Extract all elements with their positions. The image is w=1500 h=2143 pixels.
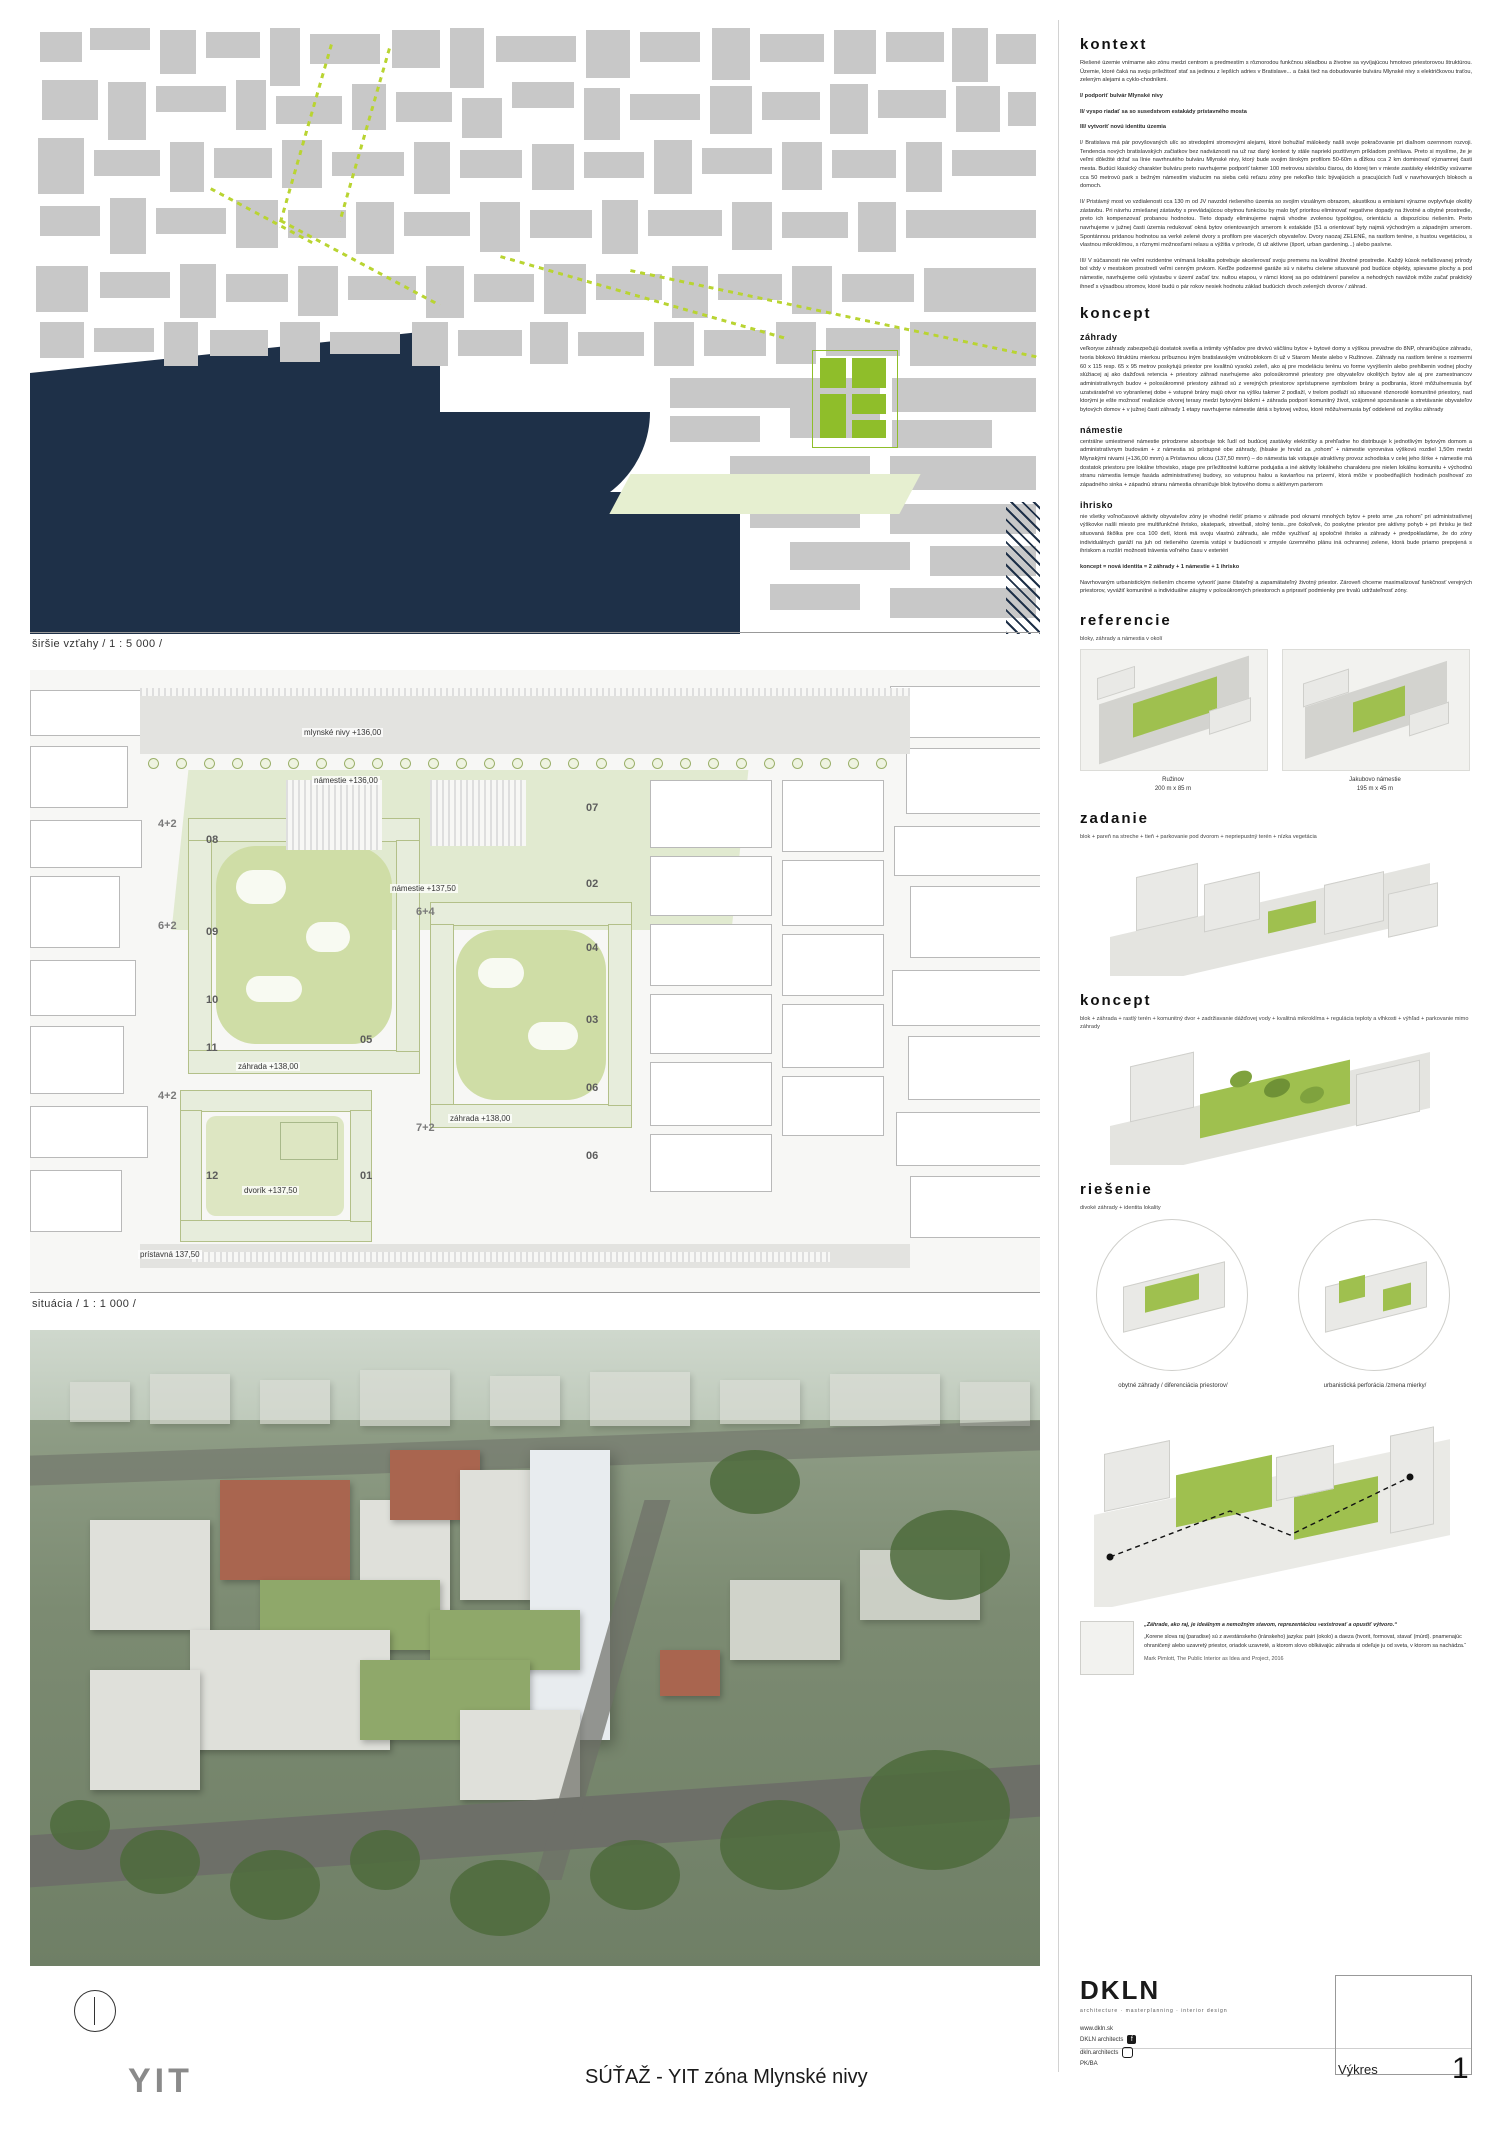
riesenie-circle-1 xyxy=(1096,1219,1248,1371)
aerial-render-visualisation xyxy=(30,1330,1040,1966)
studio-tagline: architecture · masterplanning · interior design xyxy=(1080,2008,1228,2014)
poster-title: SÚŤAŽ - YIT zóna Mlynské nivy xyxy=(585,2066,868,2088)
plot-code: 6+2 xyxy=(158,920,177,932)
studio-logo: DKLN xyxy=(1080,1975,1161,2005)
koncept-axonometry xyxy=(1080,1037,1468,1165)
kontext-paragraph-2: I/ Bratislava má pár povyšovaných ulíc so stredoplmi stromovými alejami, ktoré bohužiaľ málokedy našli svoje pokračovanie pri diaľnom ozernnom rozvoji. Tendencia nových bratislavských začiatkov bez nadväznosti na už raz daný kontext ty stále naprieki pozitívnym príkladom prehliava. Preto si myslíme, že je veľmi dôležité držať sa línie navrhnutého bulváru Mlynské nivy, ktorý bude svojim širokým profilom 50-60m a dĺžkou cca 2 km dominovať významnej časti mesta. Budúci klasický charakter bulváru preto navrhujeme podporiť takmer 100 metrovou súvislou čiarou, do ktorej ten v mieste zastávky električky vsúvame cca 50 metrovú park s bežným námestím viažucim na sieba celú reťazu zóny pre nekoľko tisíc bývajúcich a pracujúcich ľudí v navrhovaných blokoch a domoch. xyxy=(1080,139,1472,190)
plot-number: 09 xyxy=(206,926,219,938)
kontext-paragraph-1: Riešené územie vnímame ako zónu medzi centrom a predmestím s rôznorodou funkčnou skladbou a životne sa vyvíjajúcou hmotovo priestorovou štruktúrou. Územie, ktoré čaká na svoju príležitosť stať sa jedinou z lepších adries v Bratislave... a čaká tiež na dobudovanie bulváru Mlynské nivy s električkovou traťou, zeleným alejami a cyklo-chodníkmi. xyxy=(1080,60,1472,84)
plot-number: 04 xyxy=(586,942,599,954)
studio-facebook[interactable]: DKLN architects xyxy=(1080,2037,1124,2044)
label-namestie-1375: námestie +137,50 xyxy=(392,884,456,893)
map-situation xyxy=(30,670,1040,1292)
green-field xyxy=(609,474,920,514)
plot-number: 01 xyxy=(360,1170,373,1182)
quote-texture-swatch xyxy=(1080,1621,1134,1675)
masterplan-axonometry xyxy=(1080,1407,1468,1607)
riesenie-sub: divoké záhrady + identita lokality xyxy=(1080,1205,1161,1212)
subheading-ihrisko: ihrisko xyxy=(1080,499,1114,510)
map1-underline xyxy=(30,632,1040,633)
label-pristavna: prístavná 137,50 xyxy=(140,1250,200,1259)
riesenie-caption-2: urbanistická perforácia /zmena mierky/ xyxy=(1323,1382,1427,1389)
left-column xyxy=(30,22,1040,2072)
label-zahrada-b: záhrada +138,00 xyxy=(450,1114,511,1123)
plot-number: 06 xyxy=(586,1082,599,1094)
site-outline xyxy=(812,350,898,448)
zadanie-sub: blok + pareň na streche + tieň + parkovanie pod dvorom + nepriepustný terén + nízka vegetácia xyxy=(1080,834,1317,841)
koncept-diagram-sub: blok + záhrada + rastlý terén + komunitný dvor + zadržiavanie dážďovej vody + kvalitná mikroklíma + regulácia teploty a vlhkosti + výhľad + parkovanie mimo záhrady xyxy=(1080,1015,1469,1031)
facebook-icon[interactable]: f xyxy=(1127,2035,1136,2044)
heading-koncept: koncept xyxy=(1080,305,1152,323)
plot-code: 4+2 xyxy=(158,818,177,830)
reference-2-dim: 195 m x 45 m xyxy=(1356,786,1394,793)
quote-source: Mark Pimlott, The Public Interior as Idea and Project, 2016 xyxy=(1144,1655,1284,1662)
riesenie-circles xyxy=(1080,1219,1472,1391)
heading-riesenie: riešenie xyxy=(1080,1181,1153,1199)
label-namestie-136: námestie +136,00 xyxy=(314,776,378,785)
plot-code: 4+2 xyxy=(158,1090,177,1102)
studio-instagram[interactable]: dkln.architects xyxy=(1080,2049,1119,2056)
plot-number: 10 xyxy=(206,994,219,1006)
caption-map1: širšie vzťahy / 1 : 5 000 / xyxy=(32,638,163,650)
subheading-namestie: námestie xyxy=(1080,424,1124,435)
referencie-sub: bloky, záhrady a námestia v okolí xyxy=(1080,635,1163,642)
map1-canvas xyxy=(30,22,1040,634)
studio-web[interactable]: www.dkln.sk xyxy=(1080,2026,1114,2032)
right-column-text xyxy=(1080,36,1472,1675)
plot-code: 6+4 xyxy=(416,906,435,918)
koncept-summary: koncept = nová identita = 2 záhrady + 1 námestie + 1 ihrisko xyxy=(1080,563,1240,570)
map2-underline xyxy=(30,1292,1040,1293)
kontext-goal-1: I/ podporiť bulvár Mlynské nivy xyxy=(1080,92,1163,99)
kontext-goal-2: II/ vyspo riadať sa so susedstvom estakády prístavného mosta xyxy=(1080,108,1247,115)
heading-koncept-diagram: koncept xyxy=(1080,991,1152,1009)
flow-arrow-icon xyxy=(1080,1407,1468,1607)
plot-number: 11 xyxy=(206,1042,218,1054)
zahrady-text: veľkoryse záhrady zabezpečujú dostatok svetla a intimity výhľadov pre drvivú väčšinu bytov + bytové domy s výškou prevažne do 8NP, ohraničujúce záhradu, tvoria blokovú štruktúru mierkou príbuznou iným bratislavským vnútroblokom či už v Starom Meste alebo v Ružinove. Záhrady na rastlom teréne s rozmermi 60 x 115 resp. 65 x 95 metrov poskytujú priestor pre kvalitnú vysokú zeleň, ako aj pre modeláciu terénu vo forme vyvýšenín alebo prehlbenin vodnej plochy slúžiacej aj ako dažďová retencia + priestory záhrad navrhujeme ako polosúkromné priestory pre obyvateľov okolitých bytov ale aj pre zamestnancov administratívnych budov + polosúkromné priestory záhrad sú z verejných priestorov sprístupnene symbolom brány a podbrania, ktoré môžu/nemusia byť uzatvárateľné vo vybranlenej dobe + vstupné brány majú otvor na výšku takmer 2 podlaží, v trelom podlaží sú situované rôznorodé komunitné priestory, nad ktorými je ešte možnosť realizácie otvorej terasy medzi bytovými blokmi + záhrada podporí komunitný život, vzájomné spoznávanie a stretávanie obyvateľov bytových domov + v južnej časti záhrady 1 etapy navrhujeme námestie átriá s bytovej vežou, ktoré môžu/nemusia byť oddelené od zvyšku záhrady xyxy=(1080,346,1472,414)
riesenie-circle-2 xyxy=(1298,1219,1450,1371)
label-mlynske-nivy: mlynské nivy +136,00 xyxy=(304,728,382,737)
plot-number: 08 xyxy=(206,834,219,846)
namestie-text: centrálne umiestnené námestie prirodzene absorbuje tok ľudí od budúcej zastávky električky a prehľadne ho distribuuje k jednotlivým bytovým domom a administratívnym budovám + z námestia sú prístupné obe záhrady, (hlsake je hrvád za „rohom“ + námestie vyrovnáva výškovú rozdiel 1,50m medzi Mlynskými nivami (+136,00 mnm) a Prístavnou ulicou (137,50 mnm) – do námestia tak vstupuje atraktívny provoz schodiska v celej jeho šírke + námestie má dostatok priestoru pre lokálne trhovisko, stage pre príležitostné kultúrne podujatia a iné aktivity lokálneho charakteru pre nielen lokálnu komunitu + východnú stranu námestia lemuje fasáda administratívnej budovy, so vstupnou halou a kaviarňou na prízemí, ktorá môže v poobedňajších hodinách poslhovať zo západného sinka + západnú stranu námestia ohraničuje blok bytového domu s aktívnym parterom xyxy=(1080,438,1472,488)
tree-alley-top xyxy=(148,758,908,770)
label-dvorik: dvorík +137,50 xyxy=(244,1186,298,1195)
plot-number: 03 xyxy=(586,1014,599,1026)
plot-number: 07 xyxy=(586,802,599,814)
reference-axonometry-jakubovo xyxy=(1282,649,1470,771)
reference-2-title: Jakubovo námestie xyxy=(1349,777,1401,784)
instagram-icon[interactable] xyxy=(1122,2047,1133,2058)
plot-number: 05 xyxy=(360,1034,373,1046)
plot-number: 02 xyxy=(586,878,599,890)
studio-city: PK/BA xyxy=(1080,2061,1098,2068)
map-wider-relations xyxy=(30,22,1040,634)
client-logo-yit: YIT xyxy=(128,2062,193,2100)
heading-referencie: referencie xyxy=(1080,611,1172,629)
kontext-goal-3: III/ vytvoriť novú identitu územia xyxy=(1080,124,1166,131)
quote-main: „Záhrade, ako raj, je ideálnym a nemožným stavom, reprezentáciou »existrovať a opustiť výtvoro.“ xyxy=(1144,1621,1397,1628)
heading-zadanie: zadanie xyxy=(1080,810,1150,828)
ihrisko-text: nie všetky voľnočasové aktivity obyvateľov zóny je vhodné riešiť priamo v záhrade pod oknami mnohých bytov + preto sme „za rohom“ pri administratívnej výškovke našli miesto pre multifunkčné ihrisko, skatepark, streetball, stolný tenis...pre čokoľvek, čo poskytne priestor pre aktívny pohyb + pri ihrisku je tiež situovaná škôlka pre cca 100 detí, ktorá má svoju vlastnú záhradu, ale môže využívať aj spoločné ihrisko a záhrady + predpokladáme, že do zóny individuálnych garáží na juh od riešeného územia vstúpi v budúcnosti v zmysle územného plánu iná ochrannej zelene, ktorá bude priamo prepojená s ihriskom a rozšíri možnosti trávenia voľného času v exteriéri xyxy=(1080,513,1472,555)
plot-number: 12 xyxy=(206,1170,219,1182)
caption-map2: situácia / 1 : 1 000 / xyxy=(32,1298,137,1310)
column-divider xyxy=(1058,20,1059,2072)
subheading-zahrady: záhrady xyxy=(1080,332,1118,343)
reference-axonometry-ruzinov xyxy=(1080,649,1268,771)
north-arrow-icon xyxy=(74,1990,116,2032)
reference-1-title: Ružinov xyxy=(1162,777,1184,784)
kontext-paragraph-3: II/ Pristávný most vo vzdialenosti cca 130 m od JV navzdol riešeného územia so svojím vizuálnym obrazom, akustikou a emisiami výrazne ovplyvňuje okolitý zástavbu. Pri návrhu zmiešanej zástavby s prevládajúcou obytnou funkciou by malo byť prioritou eliminovať negatívne dopady na životné a obytné prostredie, preto ich kompenzovať probanou hodnotou. Tieto dopady eliminujeme najmä vhodne zvolenou typológiou, orientáciu a dispozíciou riešením. Preto navrhujeme v južnej časti územia redukovať okná bytov orientovaných smerom k estakáde (51 a orientovať byty najmä východným a západným smerom. Spontánnou pridanou hodnotou sa verké zelené dvory s profilom pre viacerých obyvateľov. Dvory naozaj ZELENÉ, na rastlom teréne, s hustou vegetáciou, s vlastnou mikroklímou, s rôznymi možnosťami relaxu a výžitia v prírode, či už aktívne (šport, urban gardening...) alebo pasívne. xyxy=(1080,198,1472,249)
plot-number: 06 xyxy=(586,1150,599,1162)
referencie-diagrams xyxy=(1080,649,1472,794)
label-zahrada-a: záhrada +138,00 xyxy=(238,1062,299,1071)
sheet-number: 1 xyxy=(1452,2052,1469,2085)
green-alley-2 xyxy=(338,48,390,222)
quote-block xyxy=(1080,1621,1472,1675)
quote-body: „Korene slova raj (paradise) sú z avestánskeho (iránskeho) jazyka: pairi (okolo) a daeza (hvorit, formovat, stavať (múrd). pnamenajúc ohraničený alebo uzavretý priestor, oriadok uzavreté, a ktorom slovo oblkávajúc záhrada si odeľuje ju od sveta, v ktorom sa nachádza.“ xyxy=(1144,1634,1467,1650)
reference-1-dim: 200 m x 85 m xyxy=(1154,786,1192,793)
sheet-label: Výkres xyxy=(1338,2062,1378,2077)
sawtooth-edge xyxy=(1006,502,1040,634)
heading-kontext: kontext xyxy=(1080,36,1148,53)
kontext-paragraph-4: III/ V súčasnosti nie veľmi rezidentne vnímaná lokalita potrebuje akcelerovať svoju premenu na kvalitné životné prostredie. Každý kúsok nefalšovanej prírody bol vždy v mestskom prostredí veľmi cenným prvkom. Keďže podzemné garáže sú v návrhu cielene situované pod budúce objekty, spievame plochy a pod námestie, navrhujeme celú výstavbu v území začať tzv. nultou etapou, v rámci ktorej sa po odstránení panelov a nehodných navážok môže začať praktický ihneď s výsadbou stromov, ktoré budú o pár rokov nesiek hodnotu základ budúcich dvoch zelených dvorov / záhrad. xyxy=(1080,257,1472,290)
plot-code: 7+2 xyxy=(416,1122,435,1134)
zadanie-axonometry xyxy=(1080,848,1468,976)
riesenie-caption-1: obytné záhrady / diferenciácia priestorov/ xyxy=(1118,1382,1228,1389)
koncept-closing: Navrhovaným urbanistickým riešením chceme vytvoriť jasne čitateľný a zapamätateľný životný priestor. Zároveň chceme maximalizovať funkčnosť verejných priestorov, vyvážiť komunitné a individuálne záujmy v polosúkromých priestoroch a pripraviť podmienky pre trvalú udržateľnosť zóny. xyxy=(1080,579,1472,595)
